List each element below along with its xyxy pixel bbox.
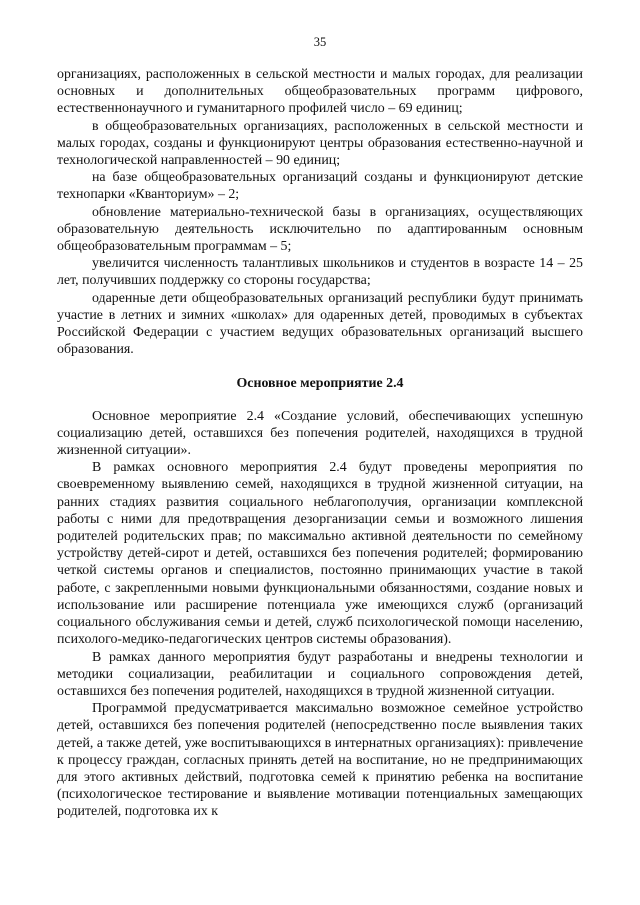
page-content: [57, 66, 583, 821]
paragraph: Программой предусматривается максимально возможное семейное устройство детей, оставшихся без попечения родителей (непосредственно после выявления таких детей, а также детей, уже воспитывающихся в интернатных организациях): привлечение к процессу граждан, согласных принять детей на воспитание, но не предпринимающих для этого активных действий, подготовка семей к принятию ребенка на воспитание (психологическое тестирование и выявление мотивации потенциальных замещающих родителей, подготовка их к: [57, 701, 583, 820]
section-heading: Основное мероприятие 2.4: [236, 376, 404, 392]
paragraph: В рамках основного мероприятия 2.4 будут проведены мероприятия по своевременному выявлению семей, находящихся в трудной жизненной ситуации, на ранних стадиях развития социального неблагополучия, организации комплексной работы с ними для предотвращения дезорганизации семьи и возможного лишения родителей родительских прав; по максимально активной деятельности по семейному устройству детей-сирот и детей, оставшихся без попечения родителей; формированию четкой системы органов и специалистов, постоянно принимающих участие в такой работе, с закрепленными новыми функциональными обязанностями, создание новых и использование или расширение потенциала уже имеющихся служб (организаций социального обслуживания семьи и детей, служб психологической помощи населению, психолого-медико-педагогических центров системы образования).: [57, 460, 583, 648]
paragraph: одаренные дети общеобразовательных организаций республики будут принимать участие в летних и зимних «школах» для одаренных детей, проводимых в субъектах Российской Федерации с участием ведущих образовательных организаций высшего образования.: [57, 290, 583, 358]
paragraph: в общеобразовательных организациях, расположенных в сельской местности и малых городах, созданы и функционируют центры образования естественно-научной и технологической направленностей – 90 единиц;: [57, 118, 583, 169]
page-number: 35: [313, 35, 327, 49]
paragraph: организациях, расположенных в сельской местности и малых городах, для реализации основных и дополнительных общеобразовательных программ цифрового, естественнонаучного и гуманитарного профилей число – 69 единиц;: [57, 67, 583, 117]
paragraph: обновление материально-технической базы в организациях, осуществляющих образовательную деятельность исключительно по адаптированным основным общеобразовательным программам – 5;: [57, 204, 583, 255]
paragraph: на базе общеобразовательных организаций созданы и функционируют детские технопарки «Кванториум» – 2;: [57, 170, 583, 203]
paragraph: увеличится численность талантливых школьников и студентов в возрасте 14 – 25 лет, получивших поддержку со стороны государства;: [57, 256, 583, 289]
paragraphs-after-heading: [57, 408, 583, 821]
paragraph: В рамках данного мероприятия будут разработаны и внедрены технологии и методики социализации, реабилитации и социального сопровождения детей, оставшихся без попечения родителей, находящихся в трудной жизненной ситуации.: [57, 649, 583, 699]
paragraph: Основное мероприятие 2.4 «Создание условий, обеспечивающих успешную социализацию детей, оставшихся без попечения родителей, находящихся в трудной жизненной ситуации».: [57, 408, 583, 459]
paragraphs-before-heading: [57, 66, 583, 358]
